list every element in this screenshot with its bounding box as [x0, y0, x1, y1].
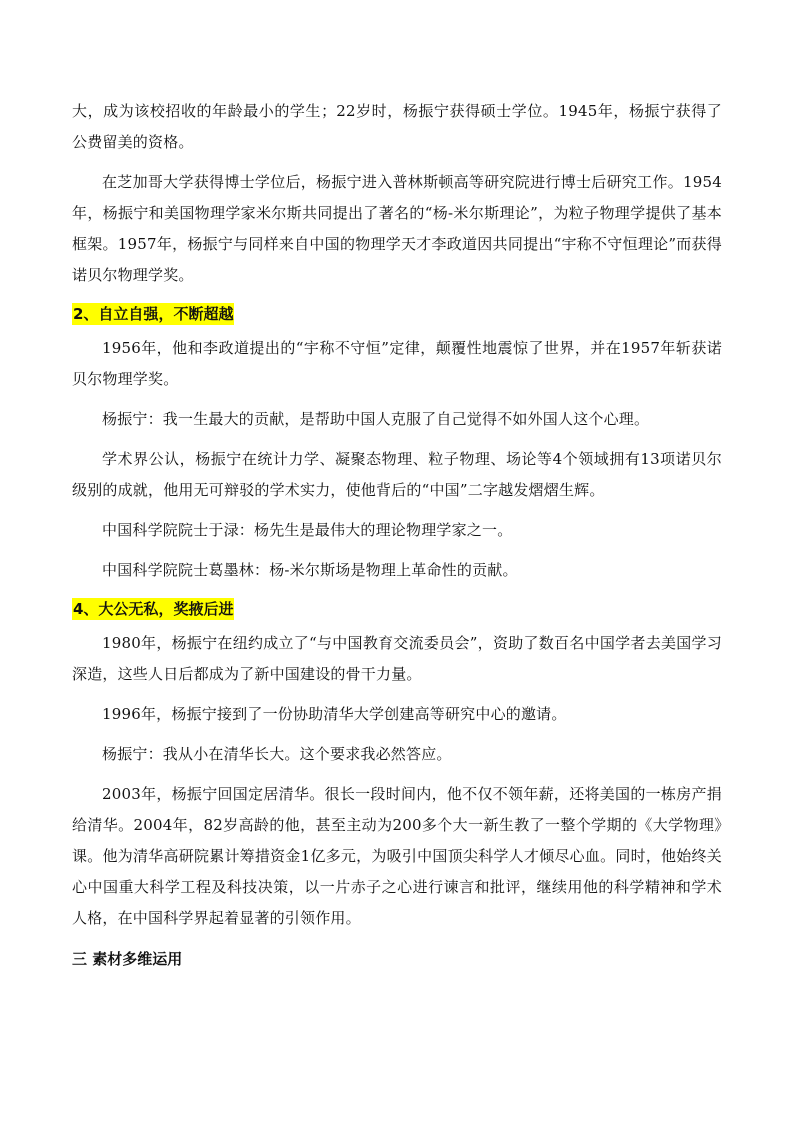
paragraph-4: 杨振宁：我一生最大的贡献，是帮助中国人克服了自己觉得不如外国人这个心理。 — [102, 410, 650, 428]
document-body — [72, 96, 722, 970]
paragraph-11: 2003年，杨振宁回国定居清华。很长一段时间内，他不仅不领年薪，还将美国的一栋房产捐给清华。2004年，82岁高龄的他，甚至主动为200多个大一新生教了一整个学期的《大学物理》课。他为清华高研院累计筹措资金1亿多元，为吸引中国顶尖科学人才倾尽心血。同时，他始终关心中国重大科学工程及科技决策，以一片赤子之心进行谏言和批评，继续用他的科学精神和学术人格，在中国科学界起着显著的引领作用。 — [72, 785, 722, 927]
paragraph-1: 大，成为该校招收的年龄最小的学生；22岁时，杨振宁获得硕士学位。1945年，杨振宁获得了公费留美的资格。 — [72, 102, 722, 151]
paragraph-2: 在芝加哥大学获得博士学位后，杨振宁进入普林斯顿高等研究院进行博士后研究工作。1954年，杨振宁和美国物理学家米尔斯共同提出了著名的“杨-米尔斯理论”，为粒子物理学提供了基本框架。1957年，杨振宁与同样来自中国的物理学天才李政道因共同提出“宇称不守恒理论”而获得诺贝尔物理学奖。 — [72, 173, 722, 284]
paragraph-8: 1980年，杨振宁在纽约成立了“与中国教育交流委员会”，资助了数百名中国学者去美国学习深造，这些人日后都成为了新中国建设的骨干力量。 — [72, 634, 722, 683]
paragraph-6: 中国科学院院士于渌：杨先生是最伟大的理论物理学家之一。 — [102, 521, 513, 539]
paragraph-5: 学术界公认，杨振宁在统计力学、凝聚态物理、粒子物理、场论等4个领域拥有13项诺贝尔级别的成就，他用无可辩驳的学术实力，使他背后的“中国”二字越发熠熠生辉。 — [72, 450, 722, 499]
paragraph-10: 杨振宁：我从小在清华长大。这个要求我必然答应。 — [102, 745, 452, 763]
heading-2-text: 2、自立自强，不断超越 — [73, 305, 234, 323]
section-3-title: 三 素材多维运用 — [72, 950, 183, 968]
heading-4-text: 4、大公无私，奖掖后进 — [73, 600, 234, 618]
paragraph-3: 1956年，他和李政道提出的“宇称不守恒”定律，颠覆性地震惊了世界，并在1957年斩获诺贝尔物理学奖。 — [72, 339, 722, 388]
paragraph-9: 1996年，杨振宁接到了一份协助清华大学创建高等研究中心的邀请。 — [102, 705, 567, 723]
heading-4 — [72, 598, 722, 620]
heading-2 — [72, 303, 722, 325]
paragraph-7: 中国科学院院士葛墨林：杨-米尔斯场是物理上革命性的贡献。 — [102, 561, 518, 579]
